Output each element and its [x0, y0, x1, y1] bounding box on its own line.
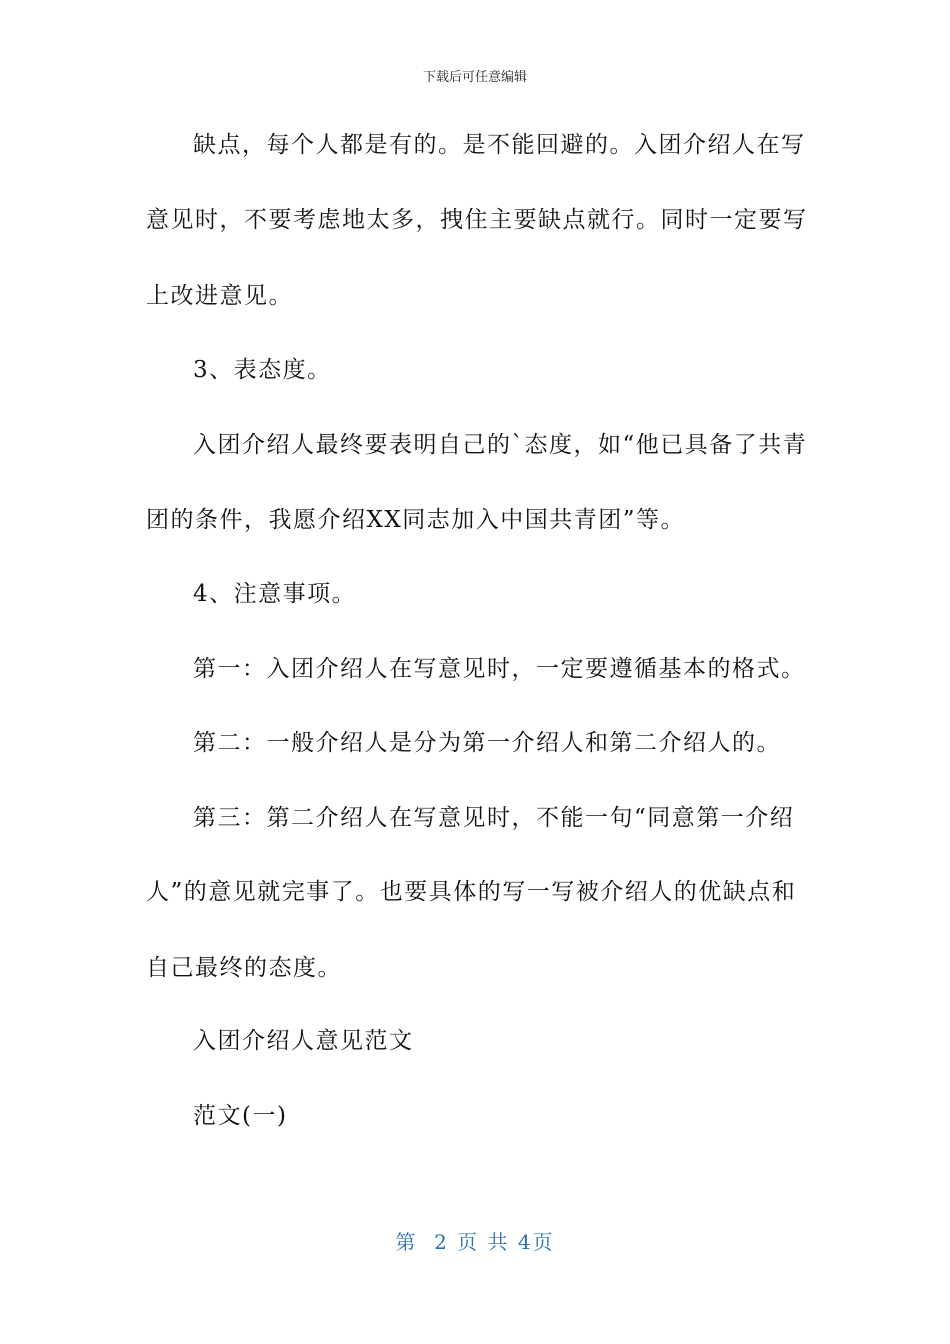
paragraph-line: 第三：第二介绍人在写意见时，不能一句“同意第一介绍	[193, 805, 795, 831]
section-heading: 3、表态度。	[193, 357, 332, 383]
section-heading: 范文(一)	[193, 1103, 288, 1129]
paragraph-line: 第一：入团介绍人在写意见时，一定要遵循基本的格式。	[193, 656, 806, 682]
section-heading: 入团介绍人意见范文	[193, 1028, 414, 1054]
page-footer	[0, 1226, 950, 1255]
page-header-note: 下载后可任意编辑	[422, 70, 527, 85]
paragraph-line: 入团介绍人最终要表明自己的`态度，如“他已具备了共青	[193, 432, 808, 458]
paragraph-line: 自己最终的态度。	[146, 955, 342, 981]
paragraph-line: 上改进意见。	[146, 283, 293, 309]
section-heading: 4、注意事项。	[193, 581, 357, 607]
paragraph-line: 第二：一般介绍人是分为第一介绍人和第二介绍人的。	[193, 730, 781, 756]
paragraph-line: 缺点，每个人都是有的。是不能回避的。入团介绍人在写	[193, 132, 806, 158]
paragraph-line: 意见时，不要考虑地太多，拽住主要缺点就行。同时一定要写	[146, 207, 808, 233]
paragraph-line: 团的条件，我愿介绍XX同志加入中国共青团”等。	[146, 507, 686, 533]
page-number-label: 第 2 页 共 4页	[395, 1230, 555, 1254]
paragraph-line: 人”的意见就完事了。也要具体的写一写被介绍人的优缺点和	[146, 879, 797, 905]
